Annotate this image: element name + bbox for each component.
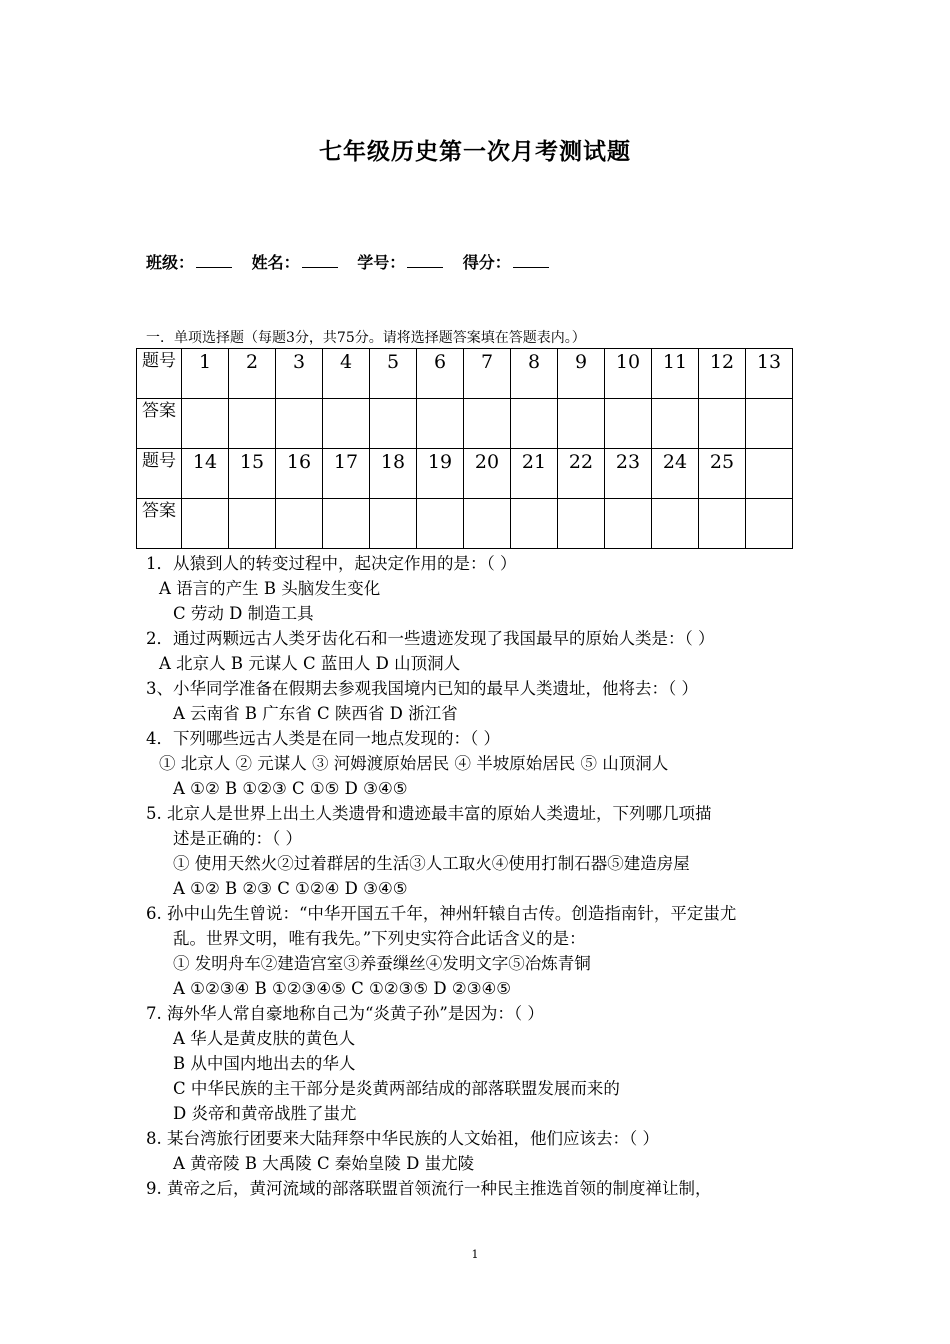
- question-line: 5. 北京人是世界上出土人类遗骨和遗迹最丰富的原始人类遗址，下列哪几项描: [146, 804, 712, 823]
- class-label: 班级：: [146, 253, 195, 272]
- question-line: 7. 海外华人常自豪地称自己为“炎黄子孙”是因为：（ ）: [146, 1004, 544, 1023]
- number-row-2: [137, 449, 793, 499]
- student-id-label: 学号：: [357, 253, 406, 272]
- answer-cell[interactable]: [417, 399, 464, 449]
- answer-cell[interactable]: [229, 499, 276, 549]
- question-line: A 黄帝陵 B 大禹陵 C 秦始皇陵 D 蚩尤陵: [173, 1154, 475, 1173]
- answer-cell[interactable]: [699, 399, 746, 449]
- score-blank: [513, 253, 549, 268]
- answer-cell[interactable]: [605, 399, 652, 449]
- question-number-cell: 1: [182, 349, 229, 399]
- question-number-cell: 23: [605, 449, 652, 499]
- answer-cell[interactable]: [558, 499, 605, 549]
- answer-cell[interactable]: [370, 499, 417, 549]
- question-line: B 从中国内地出去的华人: [173, 1054, 356, 1073]
- name-label: 姓名：: [251, 253, 300, 272]
- question-number-cell: 9: [558, 349, 605, 399]
- answer-row-1: [137, 399, 793, 449]
- answer-cell[interactable]: [511, 399, 558, 449]
- question-number-cell: 13: [746, 349, 793, 399]
- answer-cell[interactable]: [699, 499, 746, 549]
- answer-cell[interactable]: [605, 499, 652, 549]
- question-number-cell: 4: [323, 349, 370, 399]
- question-number-cell: 15: [229, 449, 276, 499]
- answer-table: [136, 348, 793, 549]
- question-line: A ①② B ②③ C ①②④ D ③④⑤: [173, 879, 408, 898]
- answer-cell[interactable]: [182, 499, 229, 549]
- question-number-cell: 25: [699, 449, 746, 499]
- student-id-blank: [407, 253, 443, 268]
- question-line: 1．从猿到人的转变过程中，起决定作用的是：（ ）: [146, 554, 517, 573]
- section-heading: 一．单项选择题（每题3分，共75分。请将选择题答案填在答题表内。）: [146, 330, 586, 346]
- question-line: 乱。世界文明，唯有我先。”下列史实符合此话含义的是：: [173, 929, 586, 948]
- answer-cell[interactable]: [652, 399, 699, 449]
- answer-cell[interactable]: [182, 399, 229, 449]
- question-list: [146, 551, 816, 1201]
- answer-cell[interactable]: [746, 399, 793, 449]
- question-line: ① 北京人 ② 元谋人 ③ 河姆渡原始居民 ④ 半坡原始居民 ⑤ 山顶洞人: [159, 754, 669, 773]
- answer-cell[interactable]: [558, 399, 605, 449]
- question-number-cell: 12: [699, 349, 746, 399]
- question-number-cell: 2: [229, 349, 276, 399]
- question-number-cell: 8: [511, 349, 558, 399]
- answer-cell[interactable]: [464, 499, 511, 549]
- question-line: 述是正确的：（ ）: [173, 829, 302, 848]
- row-label-answer: 答案: [137, 399, 182, 449]
- question-line: A ①②③④ B ①②③④⑤ C ①②③⑤ D ②③④⑤: [173, 979, 512, 998]
- question-line: 4．下列哪些远古人类是在同一地点发现的：（ ）: [146, 729, 500, 748]
- question-line: A 云南省 B 广东省 C 陕西省 D 浙江省: [173, 704, 458, 723]
- question-number-cell: 11: [652, 349, 699, 399]
- answer-cell[interactable]: [417, 499, 464, 549]
- answer-cell[interactable]: [323, 399, 370, 449]
- question-number-cell: 3: [276, 349, 323, 399]
- number-row-1: [137, 349, 793, 399]
- question-number-cell: 24: [652, 449, 699, 499]
- answer-cell[interactable]: [229, 399, 276, 449]
- student-info-line: [146, 250, 563, 273]
- question-number-cell: 5: [370, 349, 417, 399]
- question-line: 2．通过两颗远古人类牙齿化石和一些遗迹发现了我国最早的原始人类是：（ ）: [146, 629, 715, 648]
- question-line: 9. 黄帝之后，黄河流域的部落联盟首领流行一种民主推选首领的制度禅让制，: [146, 1179, 712, 1198]
- question-number-cell: 18: [370, 449, 417, 499]
- page-number: 1: [471, 1248, 479, 1261]
- row-label-number: 题号: [137, 449, 182, 499]
- question-number-cell: [746, 449, 793, 499]
- question-line: 3、小华同学准备在假期去参观我国境内已知的最早人类遗址，他将去：（ ）: [146, 679, 698, 698]
- page-title: 七年级历史第一次月考测试题: [319, 138, 631, 165]
- question-line: 6. 孙中山先生曾说：“中华开国五千年，神州轩辕自古传。创造指南针，平定蚩尤: [146, 904, 737, 923]
- question-line: ① 使用天然火②过着群居的生活③人工取火④使用打制石器⑤建造房屋: [173, 854, 690, 873]
- question-number-cell: 6: [417, 349, 464, 399]
- question-number-cell: 14: [182, 449, 229, 499]
- answer-cell[interactable]: [746, 499, 793, 549]
- question-line: C 劳动 D 制造工具: [173, 604, 314, 623]
- answer-row-2: [137, 499, 793, 549]
- question-number-cell: 20: [464, 449, 511, 499]
- question-line: D 炎帝和黄帝战胜了蚩尤: [173, 1104, 357, 1123]
- class-blank: [196, 253, 232, 268]
- question-line: A 北京人 B 元谋人 C 蓝田人 D 山顶洞人: [159, 654, 461, 673]
- name-blank: [302, 253, 338, 268]
- answer-cell[interactable]: [652, 499, 699, 549]
- question-line: A 语言的产生 B 头脑发生变化: [159, 579, 381, 598]
- answer-cell[interactable]: [276, 399, 323, 449]
- answer-cell[interactable]: [276, 499, 323, 549]
- question-line: ① 发明舟车②建造宫室③养蚕缫丝④发明文字⑤冶炼青铜: [173, 954, 591, 973]
- question-number-cell: 10: [605, 349, 652, 399]
- answer-cell[interactable]: [370, 399, 417, 449]
- question-number-cell: 21: [511, 449, 558, 499]
- score-label: 得分：: [462, 253, 511, 272]
- row-label-answer: 答案: [137, 499, 182, 549]
- question-number-cell: 22: [558, 449, 605, 499]
- answer-cell[interactable]: [464, 399, 511, 449]
- question-line: 8. 某台湾旅行团要来大陆拜祭中华民族的人文始祖，他们应该去：（ ）: [146, 1129, 659, 1148]
- question-number-cell: 7: [464, 349, 511, 399]
- question-number-cell: 16: [276, 449, 323, 499]
- question-line: C 中华民族的主干部分是炎黄两部结成的部落联盟发展而来的: [173, 1079, 620, 1098]
- question-number-cell: 19: [417, 449, 464, 499]
- question-line: A ①② B ①②③ C ①⑤ D ③④⑤: [173, 779, 408, 798]
- row-label-number: 题号: [137, 349, 182, 399]
- question-line: A 华人是黄皮肤的黄色人: [173, 1029, 356, 1048]
- answer-cell[interactable]: [323, 499, 370, 549]
- question-number-cell: 17: [323, 449, 370, 499]
- answer-cell[interactable]: [511, 499, 558, 549]
